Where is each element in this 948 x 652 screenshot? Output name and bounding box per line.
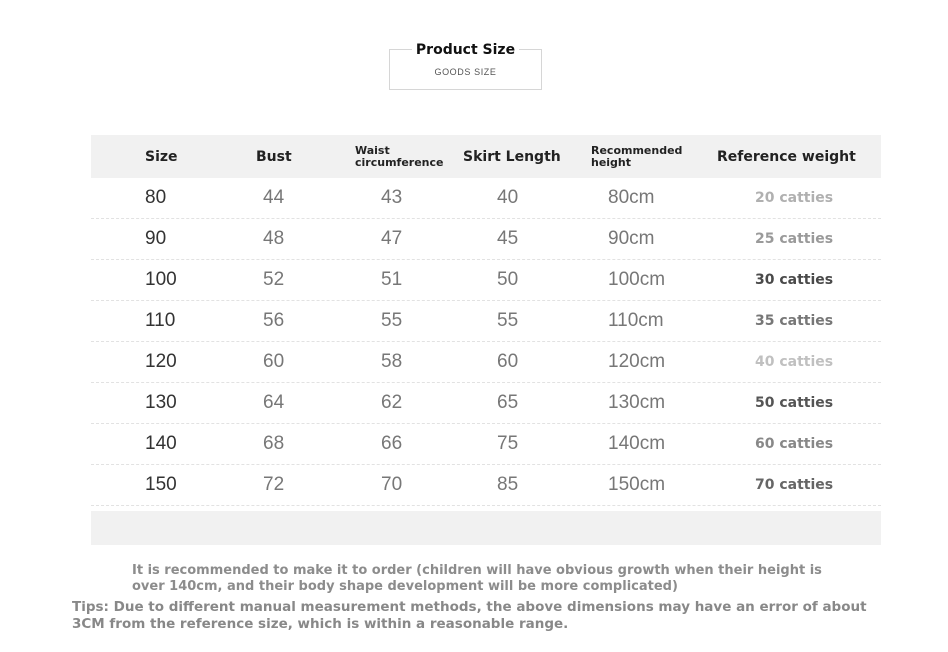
column-header-height: Recommended height [591, 143, 683, 169]
cell-bust: 64 [263, 392, 285, 413]
cell-waist: 58 [381, 351, 403, 372]
column-header-waist: Waist circumference [355, 143, 444, 169]
cell-height: 140cm [608, 433, 666, 454]
cell-weight: 25 catties [755, 231, 834, 247]
cell-bust: 60 [263, 351, 285, 372]
order-note: It is recommended to make it to order (children will have obvious growth when their height is over 140cm, and their body shape development will be more complicated) [132, 563, 822, 594]
table-footer-band [91, 511, 881, 545]
cell-height: 130cm [608, 392, 666, 413]
cell-height: 80cm [608, 187, 655, 208]
table-header [91, 135, 881, 178]
cell-skirt-length: 40 [497, 187, 519, 208]
title-box [389, 42, 542, 90]
cell-bust: 48 [263, 228, 285, 249]
cell-skirt-length: 60 [497, 351, 519, 372]
cell-size: 120 [145, 351, 177, 372]
cell-weight: 50 catties [755, 395, 834, 411]
tips-text: Tips: Due to different manual measurement methods, the above dimensions may have an error of about 3CM from the reference size, which is within a reasonable range. [72, 599, 867, 632]
table-row [91, 465, 881, 506]
cell-bust: 56 [263, 310, 285, 331]
table-row [91, 260, 881, 301]
table-body [91, 178, 881, 506]
cell-skirt-length: 85 [497, 474, 519, 495]
cell-skirt-length: 65 [497, 392, 519, 413]
table-row [91, 178, 881, 219]
cell-height: 110cm [608, 310, 664, 331]
cell-waist: 62 [381, 392, 403, 413]
cell-weight: 60 catties [755, 436, 834, 452]
table-row [91, 219, 881, 260]
cell-waist: 51 [381, 269, 403, 290]
column-header-weight: Reference weight [717, 148, 856, 165]
cell-waist: 47 [381, 228, 403, 249]
cell-waist: 66 [381, 433, 403, 454]
cell-bust: 68 [263, 433, 285, 454]
cell-size: 100 [145, 269, 177, 290]
cell-height: 120cm [608, 351, 666, 372]
cell-waist: 43 [381, 187, 403, 208]
cell-bust: 72 [263, 474, 285, 495]
cell-size: 110 [145, 310, 176, 331]
table-row [91, 424, 881, 465]
cell-weight: 40 catties [755, 354, 834, 370]
page-subtitle: GOODS SIZE [434, 67, 497, 77]
cell-waist: 70 [381, 474, 403, 495]
cell-weight: 20 catties [755, 190, 834, 206]
cell-size: 90 [145, 228, 167, 249]
cell-size: 150 [145, 474, 177, 495]
cell-skirt-length: 55 [497, 310, 519, 331]
cell-height: 90cm [608, 228, 655, 249]
page-title: Product Size [390, 42, 541, 58]
cell-height: 100cm [608, 269, 666, 290]
cell-size: 80 [145, 187, 167, 208]
cell-weight: 70 catties [755, 477, 834, 493]
cell-skirt-length: 50 [497, 269, 519, 290]
table-row [91, 301, 881, 342]
cell-weight: 30 catties [755, 272, 834, 288]
cell-waist: 55 [381, 310, 403, 331]
column-header-bust: Bust [256, 148, 292, 165]
cell-size: 140 [145, 433, 177, 454]
column-header-skirt-length: Skirt Length [463, 148, 561, 165]
column-header-size: Size [145, 148, 178, 165]
cell-bust: 44 [263, 187, 285, 208]
cell-skirt-length: 75 [497, 433, 519, 454]
cell-weight: 35 catties [755, 313, 834, 329]
cell-height: 150cm [608, 474, 666, 495]
size-table [91, 135, 881, 545]
table-row [91, 342, 881, 383]
table-row [91, 383, 881, 424]
cell-bust: 52 [263, 269, 285, 290]
cell-size: 130 [145, 392, 177, 413]
cell-skirt-length: 45 [497, 228, 519, 249]
